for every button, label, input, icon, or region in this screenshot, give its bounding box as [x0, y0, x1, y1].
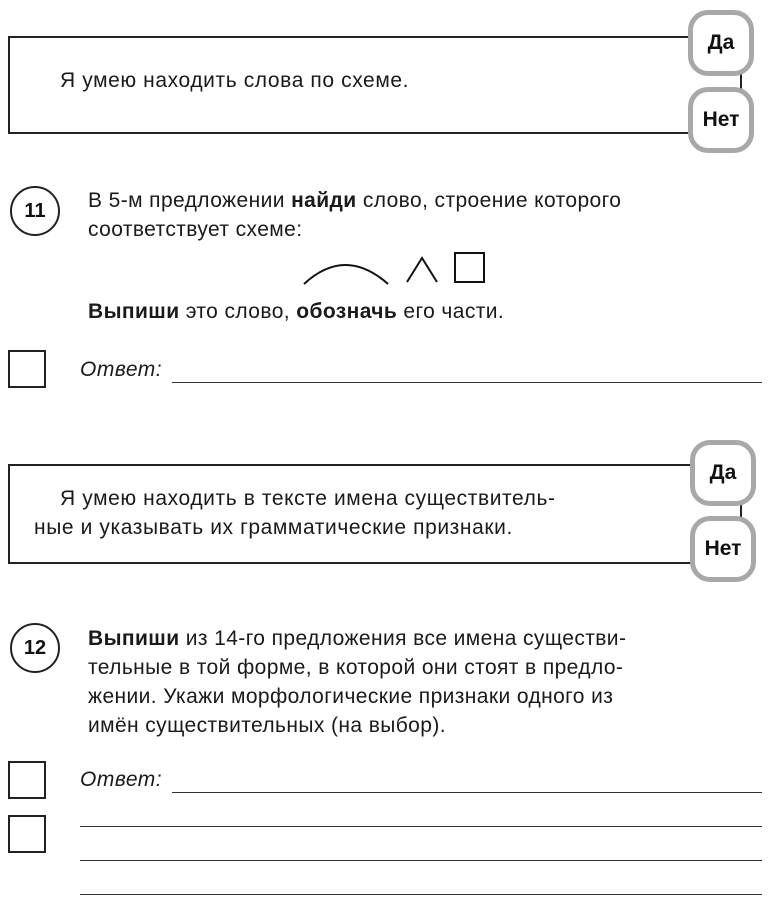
yes-button-1[interactable]: Да	[688, 10, 754, 76]
self-check-2-line-1: Я умею находить в тексте имена существитель-	[60, 487, 556, 510]
answer-label-11: Ответ:	[80, 358, 163, 381]
root-arc-icon	[304, 265, 388, 284]
self-check-text-1: Я умею находить слова по схеме.	[60, 69, 410, 92]
no-button-1[interactable]: Нет	[688, 87, 754, 153]
suffix-caret-icon	[407, 258, 437, 282]
answer-line-12-4[interactable]	[80, 894, 762, 895]
answer-line-12-1[interactable]	[172, 792, 762, 793]
task-12-question	[88, 624, 764, 740]
task-11-question	[88, 186, 758, 244]
task-12-line-4: имён существительных (на выбор).	[88, 714, 446, 737]
answer-line-12-3[interactable]	[80, 860, 762, 861]
self-check-text-2	[34, 484, 556, 542]
ending-square-icon	[455, 253, 484, 282]
score-box-11[interactable]	[8, 350, 46, 388]
score-box-12a[interactable]	[8, 761, 46, 799]
yes-button-2[interactable]: Да	[690, 440, 756, 506]
task-number-12: 12	[10, 623, 60, 673]
no-button-2[interactable]: Нет	[690, 516, 756, 582]
task-12-line-1: Выпиши из 14-го предложения все имена существи-	[88, 627, 627, 650]
task-11-instruction: Выпиши это слово, обозначь его части.	[88, 300, 505, 323]
task-12-line-3: жении. Укажи морфологические признаки одного из	[88, 685, 614, 708]
answer-line-12-2[interactable]	[80, 826, 762, 827]
task-number-11: 11	[10, 186, 60, 236]
task-11-line-2: соответствует схеме:	[88, 218, 303, 241]
score-box-12b[interactable]	[8, 815, 46, 853]
self-check-2-line-2: ные и указывать их грамматические признаки.	[34, 516, 513, 539]
task-11-line-1: В 5-м предложении найди слово, строение которого	[88, 189, 622, 212]
answer-line-11[interactable]	[172, 382, 762, 383]
word-scheme	[300, 248, 490, 288]
answer-label-12: Ответ:	[80, 768, 163, 791]
task-12-line-2: тельные в той форме, в которой они стоят в предло-	[88, 656, 624, 679]
